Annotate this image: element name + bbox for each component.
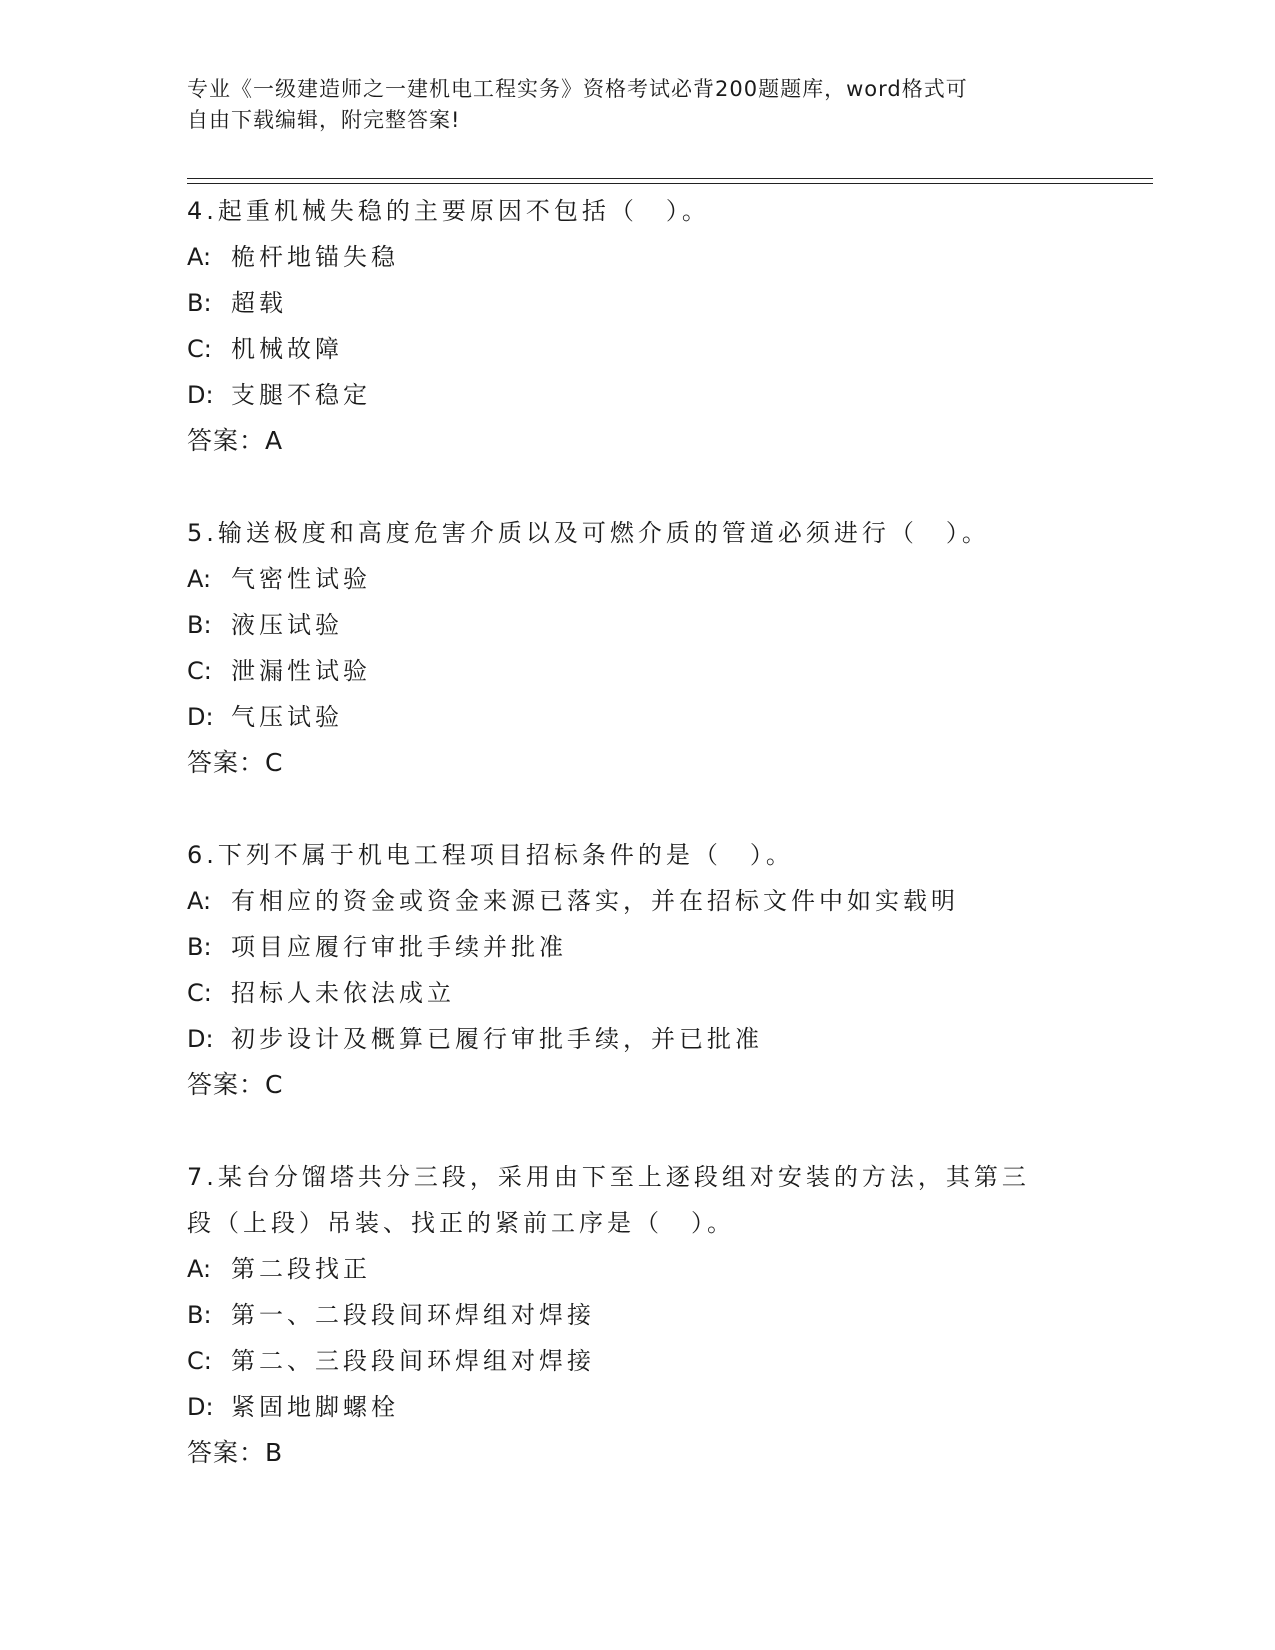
option-b: [187, 280, 1117, 326]
option-text: 气压试验: [231, 703, 343, 731]
option-letter: B:: [187, 1301, 212, 1329]
answer-line: 答案：A: [187, 426, 284, 455]
option-text: 初步设计及概算已履行审批手续，并已批准: [231, 1025, 763, 1053]
question-item: [187, 188, 1117, 464]
option-text: 第二段找正: [231, 1255, 371, 1283]
option-letter: D:: [187, 703, 214, 731]
option-a: [187, 556, 1117, 602]
header-line-1: 专业《一级建造师之一建机电工程实务》资格考试必背200题题库，word格式可: [187, 77, 968, 101]
option-letter: A:: [187, 1255, 212, 1283]
answer-line: 答案：B: [187, 1438, 284, 1467]
option-d: [187, 694, 1117, 740]
option-text: 第二、三段段间环焊组对焊接: [231, 1347, 595, 1375]
question-item: [187, 510, 1117, 786]
option-text: 支腿不稳定: [231, 381, 371, 409]
option-letter: A:: [187, 243, 212, 271]
option-letter: C:: [187, 657, 212, 685]
option-c: [187, 326, 1117, 372]
question-stem-line-1: 7.某台分馏塔共分三段，采用由下至上逐段组对安装的方法，其第三: [187, 1163, 1030, 1191]
option-text: 第一、二段段间环焊组对焊接: [231, 1301, 595, 1329]
option-text: 液压试验: [231, 611, 343, 639]
option-c: [187, 648, 1117, 694]
option-a: [187, 1246, 1117, 1292]
question-item: [187, 832, 1117, 1108]
option-letter: C:: [187, 1347, 212, 1375]
option-text: 紧固地脚螺栓: [231, 1393, 399, 1421]
option-letter: B:: [187, 611, 212, 639]
option-d: [187, 1016, 1117, 1062]
option-letter: B:: [187, 289, 212, 317]
option-text: 桅杆地锚失稳: [231, 243, 399, 271]
option-text: 有相应的资金或资金来源已落实，并在招标文件中如实载明: [231, 887, 959, 915]
option-c: [187, 1338, 1117, 1384]
question-stem: 5.输送极度和高度危害介质以及可燃介质的管道必须进行（ ）。: [187, 519, 990, 547]
option-d: [187, 372, 1117, 418]
option-text: 气密性试验: [231, 565, 371, 593]
option-b: [187, 924, 1117, 970]
question-item: [187, 1154, 1117, 1476]
option-letter: A:: [187, 565, 212, 593]
option-text: 机械故障: [231, 335, 343, 363]
document-header: [187, 74, 1067, 136]
option-letter: A:: [187, 887, 212, 915]
option-b: [187, 1292, 1117, 1338]
option-a: [187, 234, 1117, 280]
option-text: 招标人未依法成立: [231, 979, 455, 1007]
question-stem-line-2: 段（上段）吊装、找正的紧前工序是（ ）。: [187, 1209, 735, 1237]
option-letter: C:: [187, 979, 212, 1007]
header-divider-bottom: [187, 183, 1153, 184]
option-text: 项目应履行审批手续并批准: [231, 933, 567, 961]
header-line-2: 自由下载编辑，附完整答案!: [187, 108, 461, 132]
option-letter: D:: [187, 381, 214, 409]
question-stem: 6.下列不属于机电工程项目招标条件的是（ ）。: [187, 841, 794, 869]
header-divider-top: [187, 178, 1153, 179]
option-letter: B:: [187, 933, 212, 961]
option-letter: C:: [187, 335, 212, 363]
option-d: [187, 1384, 1117, 1430]
option-a: [187, 878, 1117, 924]
option-b: [187, 602, 1117, 648]
option-text: 泄漏性试验: [231, 657, 371, 685]
option-text: 超载: [231, 289, 287, 317]
question-list: [187, 188, 1117, 1522]
option-c: [187, 970, 1117, 1016]
option-letter: D:: [187, 1025, 214, 1053]
question-stem: 4.起重机械失稳的主要原因不包括（ ）。: [187, 197, 710, 225]
answer-line: 答案：C: [187, 1070, 284, 1099]
answer-line: 答案：C: [187, 748, 284, 777]
option-letter: D:: [187, 1393, 214, 1421]
